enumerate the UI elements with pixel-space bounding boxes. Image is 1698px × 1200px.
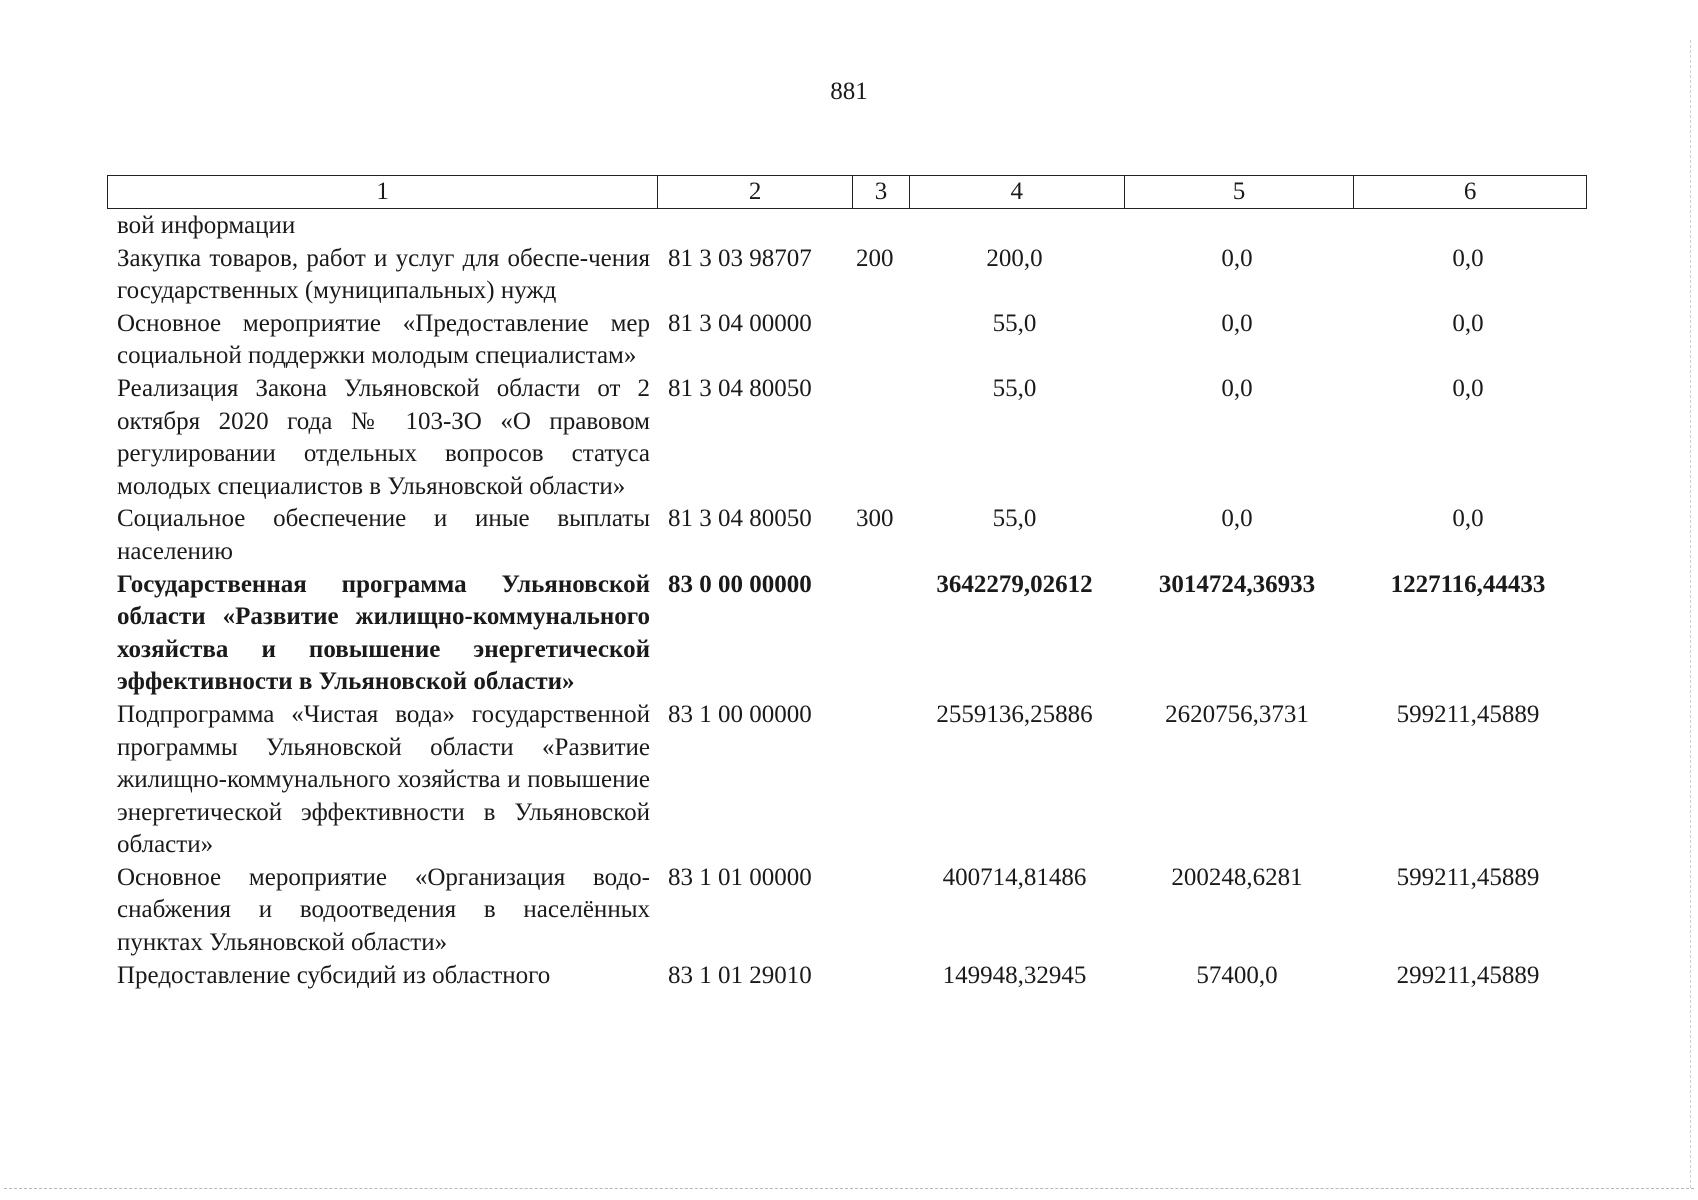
column-header-6: 6 [1463,178,1477,205]
column-header-3: 3 [853,176,910,208]
table-row [117,243,1587,308]
row-code: 83 1 01 00000 [668,863,812,891]
row-type [850,569,907,699]
row-value-2: 0,0 [1221,374,1253,402]
row-value-3 [1352,210,1584,243]
row-code: 81 3 04 80050 [668,374,812,402]
row-name: вой информации [117,212,296,239]
row-value-3: 0,0 [1452,505,1484,533]
row-value-2: 0,0 [1221,505,1253,533]
row-value-1: 200,0 [986,244,1043,272]
row-type: 200 [856,244,894,272]
row-name: Реализация Закона Ульяновской области от 2 октября 2020 года № 103-ЗО «О правовом регулировании отдельных вопросов статуса молодых специалистов в Ульяновской области» [117,374,650,500]
table-row [117,960,1587,993]
table-row [117,699,1587,862]
row-value-3: 299211,45889 [1396,961,1540,989]
row-code: 81 3 04 00000 [668,309,812,337]
scan-edge-bottom [4,1188,1694,1189]
table-header [107,175,1587,209]
row-value-3: 599211,45889 [1396,863,1540,891]
table-row [117,503,1587,568]
row-type: 300 [856,505,894,533]
table-row [117,308,1587,373]
row-value-2 [1122,210,1352,243]
scan-edge-right [1690,40,1691,1188]
row-code [650,210,850,243]
table-row-program [117,569,1587,699]
row-value-2: 2620756,3731 [1165,700,1309,728]
row-code: 81 3 03 98707 [668,244,812,272]
row-value-1: 400714,81486 [942,863,1087,891]
row-value-2: 0,0 [1221,244,1253,272]
row-type [850,210,907,243]
row-code: 83 0 00 00000 [668,570,812,598]
row-name: Основное мероприятие «Организация водоснабжения и водоотведения в населённых пунктах Ульяновской области» [117,863,650,957]
table-row [117,373,1587,503]
row-value-1: 2559136,25886 [936,700,1093,728]
row-value-1: 149948,32945 [942,961,1087,989]
row-value-1: 3642279,02612 [936,570,1093,598]
row-value-2: 57400,0 [1196,961,1278,989]
row-code: 83 1 00 00000 [668,700,812,728]
row-type [850,308,907,373]
row-name: Социальное обеспечение и иные выплаты населению [117,505,650,565]
row-value-1: 55,0 [992,505,1037,533]
row-type [850,699,907,862]
table-body [117,210,1587,992]
row-value-3: 0,0 [1452,244,1484,272]
row-value-2: 0,0 [1221,309,1253,337]
row-value-3: 1227116,44433 [1390,570,1546,598]
row-type [850,960,907,993]
row-name: Подпрограмма «Чистая вода» государственной программы Ульяновской области «Развитие жилищно-коммунального хозяйства и повышение энергетической эффективности в Ульяновской области» [117,700,650,859]
row-value-3: 0,0 [1452,309,1484,337]
row-value-2: 3014724,36933 [1158,570,1316,598]
row-value-1: 55,0 [992,374,1037,402]
row-value-3: 0,0 [1452,374,1484,402]
column-header-2: 2 [658,176,853,208]
row-name: Предоставление субсидий из областного [117,961,551,989]
table-row [117,210,1587,243]
row-value-2: 200248,6281 [1171,863,1303,891]
column-header-4: 4 [910,176,1125,208]
row-value-1: 55,0 [992,309,1037,337]
row-code: 81 3 04 80050 [668,505,812,533]
row-name: Государственная программа Ульяновской области «Развитие жилищно-коммунального хозяйства и повышение энергетической эффективности в Ульяновской области» [117,570,650,696]
row-type [850,862,907,960]
column-header-1: 1 [108,176,658,208]
row-type [850,373,907,503]
table-row [117,862,1587,960]
page-number: 881 [830,78,868,105]
row-name: Основное мероприятие «Предоставление мер социальной поддержки молодым специалистам» [117,309,650,370]
row-name: Закупка товаров, работ и услуг для обеспе-чения государственных (муниципальных) нужд [117,244,650,305]
column-header-5: 5 [1125,176,1355,208]
row-value-3: 599211,45889 [1396,700,1540,728]
row-value-1 [907,210,1122,243]
row-code: 83 1 01 29010 [668,961,812,989]
